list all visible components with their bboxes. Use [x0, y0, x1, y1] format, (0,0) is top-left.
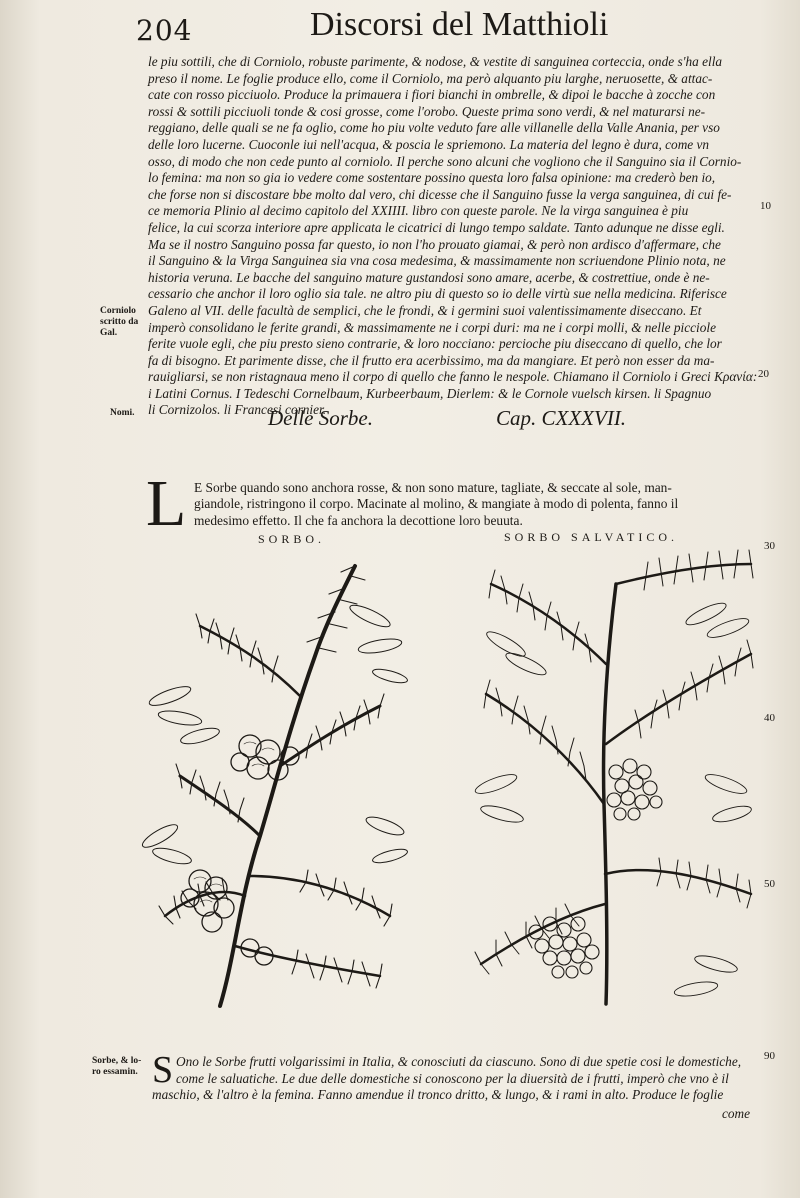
- text-line: reggiano, delle quali se ne fa oglio, come ho piu volte veduto fare alle villanelle della Valle Anania, per vso: [148, 120, 720, 136]
- sorbo-salvatico-woodcut-illustration: [466, 544, 762, 1014]
- text-line: ce memoria Plinio al decimo capitolo del XXIIII. libro con queste parole. Ne la virga sanguinea è piu: [148, 203, 689, 219]
- drop-cap-s: S: [152, 1049, 174, 1091]
- text-line: ferite vuole egli, che piu presto sieno contrarie, & loro nocciano: percioche piu diseccano di quello, che lor: [148, 336, 722, 352]
- margin-number: 20: [758, 368, 769, 380]
- text-line: i Latini Cornus. I Tedeschi Cornelbaum, Kurbeerbaum, Dierlem: & le Cornole vuelsch kirsen. li Spagnuo: [148, 385, 712, 401]
- text-line: cessario che anchor il loro oglio sia tale. ne altro piu di questo so io delle virtù sue nella medicina. Riferisce: [148, 286, 727, 302]
- text-line: imperò consolidano le ferite grandi, & massimamente ne i corpi duri: ma ne i corpi molli, & nelle picciole: [148, 319, 716, 335]
- text-line: fa di bisogno. Et parimente disse, che il frutto era acerbissimo, ma da mangiare. Et però non esser da ma-: [148, 352, 715, 368]
- text-line: Ono le Sorbe frutti volgarissimi in Italia, & conosciuti da ciascuno. Sono di due spetie cosi le domestiche,: [176, 1054, 742, 1069]
- margin-number: 40: [764, 712, 775, 724]
- margin-note-corniolo: Corniolo scritto da Gal.: [100, 306, 139, 338]
- text-line: medesimo effetto. Il che fa anchora la decottione loro beuuta.: [194, 512, 523, 528]
- margin-number: 30: [764, 540, 775, 552]
- text-line: Ma se il nostro Sanguino possa far questo, io non l'ho prouato giamai, & però non ardisco d'affermare, che: [148, 236, 721, 252]
- chapter-title: Delle Sorbe.: [268, 406, 373, 430]
- margin-note-nomi: Nomi.: [110, 408, 135, 418]
- upper-text-block: [148, 54, 757, 419]
- text-line: come le saluatiche. Le due delle domestiche si conoscono per la diuersità de i frutti, imperò che vno è il: [176, 1070, 729, 1086]
- chapter-number: Cap. CXXXVII.: [496, 406, 627, 430]
- page-number: 204: [136, 14, 193, 47]
- drop-cap-l: L: [146, 467, 187, 540]
- text-line: felice, la cui scorza interiore apre applicata le cicatrici di lungo tempo saldate. Tanto adunque ne disse egli.: [148, 219, 725, 235]
- text-line: rossi & sottili picciuoli tonde & cosi grosse, come l'orobo. Queste prima sono verdi, & nel maturarsi ne-: [148, 103, 706, 119]
- text-line: delle loro lucerne. Cuoconle iui nell'acqua, & poscia le spriemono. La materia del legno è dura, come vn: [148, 136, 710, 152]
- figure-caption-sorbo-salvatico: SORBO SALVATICO.: [504, 530, 679, 544]
- figure-caption-sorbo: SORBO.: [258, 532, 326, 546]
- text-line: cate con rosso picciuolo. Produce la primauera i fiori bianchi in ombrelle, & dipoi le bacche à zocche con: [148, 87, 716, 103]
- margin-number: 10: [760, 200, 771, 212]
- catchword: come: [722, 1106, 751, 1121]
- text-line: che forse non si discostare bbe molto dal vero, chi dicesse che il Sanguino fusse la verga sanguinea, di cui fe-: [148, 186, 732, 202]
- lower-text-block: [152, 1054, 742, 1104]
- margin-number: 50: [764, 878, 775, 890]
- text-line: preso il nome. Le foglie produce ello, come il Corniolo, ma però alquanto piu larghe, neruosette, & attac-: [148, 70, 713, 86]
- text-line: li Cornizolos. li Francesi cornier.: [148, 402, 327, 418]
- text-line: osso, di modo che non cede punto al corniolo. Il perche sono alcuni che vogliono che il Sanguino sia il Cornio-: [148, 153, 742, 169]
- text-line: il Sanguino & la Virga Sanguinea sia vna cosa medesima, & massimamente non scriuendone Plinio nota, ne: [148, 253, 726, 269]
- margin-number: 90: [764, 1050, 775, 1062]
- margin-note-sorbe: Sorbe, & lo-ro essamin.: [92, 1056, 142, 1077]
- text-line: historia veruna. Le bacche del sanguino mature gustandosi sono amare, acerbe, & costrettiue, onde è ne-: [148, 269, 710, 285]
- text-line: giandole, ristringono il corpo. Macinate al molino, & mangiate à modo di polenta, fanno il: [194, 496, 679, 512]
- running-title: Discorsi del Matthioli: [310, 6, 609, 43]
- text-line: maschio, & l'altro è la femina. Fanno amendue il tronco dritto, & lungo, & i rami in alto. Produce le foglie: [152, 1087, 724, 1103]
- intro-paragraph: [194, 480, 678, 529]
- text-line: lo femina: ma non so gia io vedere come sostentare possino questa loro falsa opinione: ma crederò ben io,: [148, 170, 716, 186]
- text-line: Galeno al VII. delle facultà de semplici, che le frondi, & i germini suoi valentissimamente diseccano. Et: [148, 302, 702, 318]
- text-line: rauigliarsi, se non ristagnaua meno il corpo di quello che fanno le nespole. Chiamano il Corniolo i Greci Κρανία:: [148, 369, 758, 385]
- text-line: le piu sottili, che di Corniolo, robuste parimente, & nodose, & vestite di sanguinea corteccia, onde s'ha ella: [148, 54, 723, 69]
- text-line: E Sorbe quando sono anchora rosse, & non sono mature, tagliate, & seccate al sole, man-: [194, 480, 672, 495]
- sorbo-woodcut-illustration: [140, 556, 410, 1016]
